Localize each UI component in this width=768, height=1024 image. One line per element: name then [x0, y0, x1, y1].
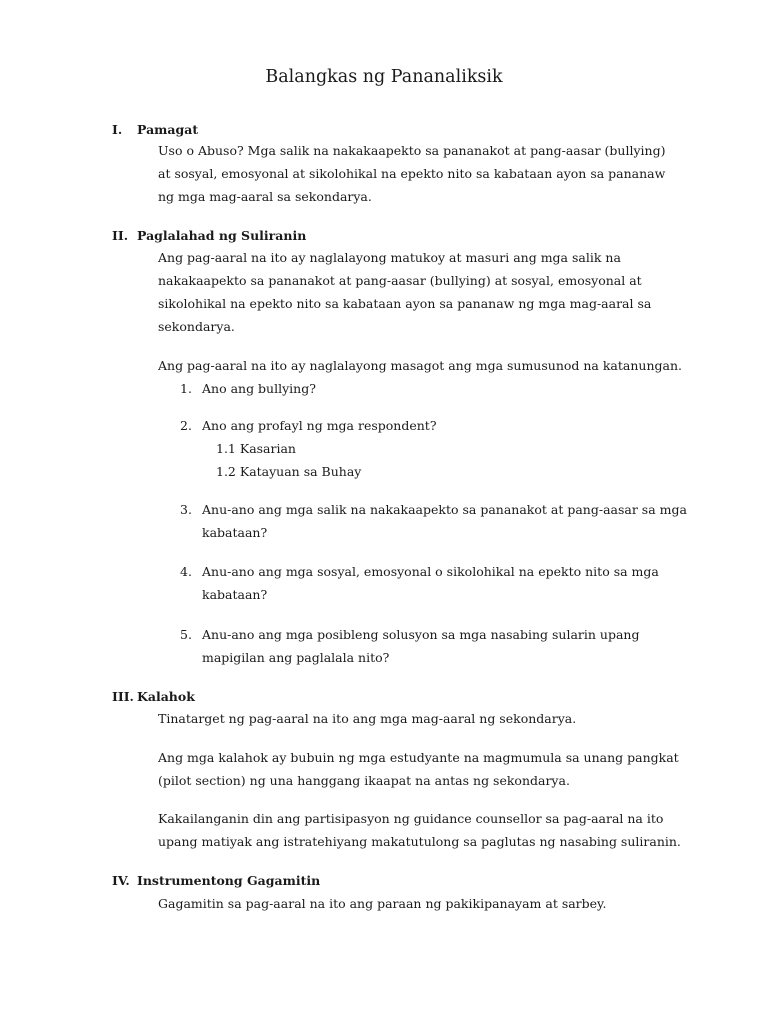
paragraph: Kakailanganin din ang partisipasyon ng guidance counsellor sa pag-aaral na ito upang matiyak ang istratehiyang makatutulong sa paglutas ng nasabing suliranin.: [158, 811, 681, 849]
list-text: Anu-ano ang mga salik na nakakaapekto sa pananakot at pang-aasar sa mga kabataan?: [202, 502, 687, 540]
paragraph: Ang pag-aaral na ito ay naglalayong masagot ang mga sumusunod na katanungan.: [158, 358, 682, 373]
paragraph: Tinatarget ng pag-aaral na ito ang mga mag-aaral ng sekondarya.: [158, 711, 577, 726]
sub-item: 1.1 Kasarian: [216, 441, 296, 456]
section-heading-paglalahad: [112, 224, 306, 247]
section-number: IV.: [112, 873, 130, 888]
list-number: 1.: [180, 381, 192, 396]
section-number: I.: [112, 122, 123, 137]
list-number: 5.: [180, 627, 192, 642]
section-title: Pamagat: [137, 122, 199, 137]
paragraph: Ang pag-aaral na ito ay naglalayong matukoy at masuri ang mga salik na nakakaapekto sa pananakot at pang-aasar (bullying) at sosyal, emosyonal at sikolohikal na epekto nito sa kabataan ayon sa pananaw ng mga mag-aaral sa sekondarya.: [158, 250, 652, 334]
section-heading-instrumento: [112, 869, 320, 892]
section-title: Instrumentong Gagamitin: [137, 873, 321, 888]
sub-item: 1.2 Katayuan sa Buhay: [216, 464, 362, 479]
document-title: Balangkas ng Pananaliksik: [265, 67, 503, 87]
paragraph: Uso o Abuso? Mga salik na nakakaapekto sa pananakot at pang-aasar (bullying) at sosyal, emosyonal at sikolohikal na epekto nito sa kabataan ayon sa pananaw ng mga mag-aaral sa sekondarya.: [158, 143, 666, 204]
list-number: 4.: [180, 564, 192, 579]
list-text: Ano ang profayl ng mga respondent?: [202, 418, 437, 433]
paragraph: Gagamitin sa pag-aaral na ito ang paraan ng pakikipanayam at sarbey.: [158, 896, 607, 911]
list-text: Anu-ano ang mga posibleng solusyon sa mga nasabing sularin upang mapigilan ang paglalala nito?: [202, 627, 640, 665]
paragraph: Ang mga kalahok ay bubuin ng mga estudyante na magmumula sa unang pangkat (pilot section) ng una hanggang ikaapat na antas ng sekondarya.: [158, 750, 679, 788]
list-number: 2.: [180, 418, 192, 433]
list-number: 3.: [180, 502, 192, 517]
section-title: Kalahok: [137, 689, 195, 704]
section-number: II.: [112, 228, 129, 243]
section-heading-kalahok: [112, 685, 195, 708]
section-title: Paglalahad ng Suliranin: [137, 228, 307, 243]
section-heading-pamagat: [112, 118, 198, 141]
section-number: III.: [112, 689, 134, 704]
list-text: Anu-ano ang mga sosyal, emosyonal o sikolohikal na epekto nito sa mga kabataan?: [202, 564, 659, 602]
list-text: Ano ang bullying?: [202, 381, 316, 396]
